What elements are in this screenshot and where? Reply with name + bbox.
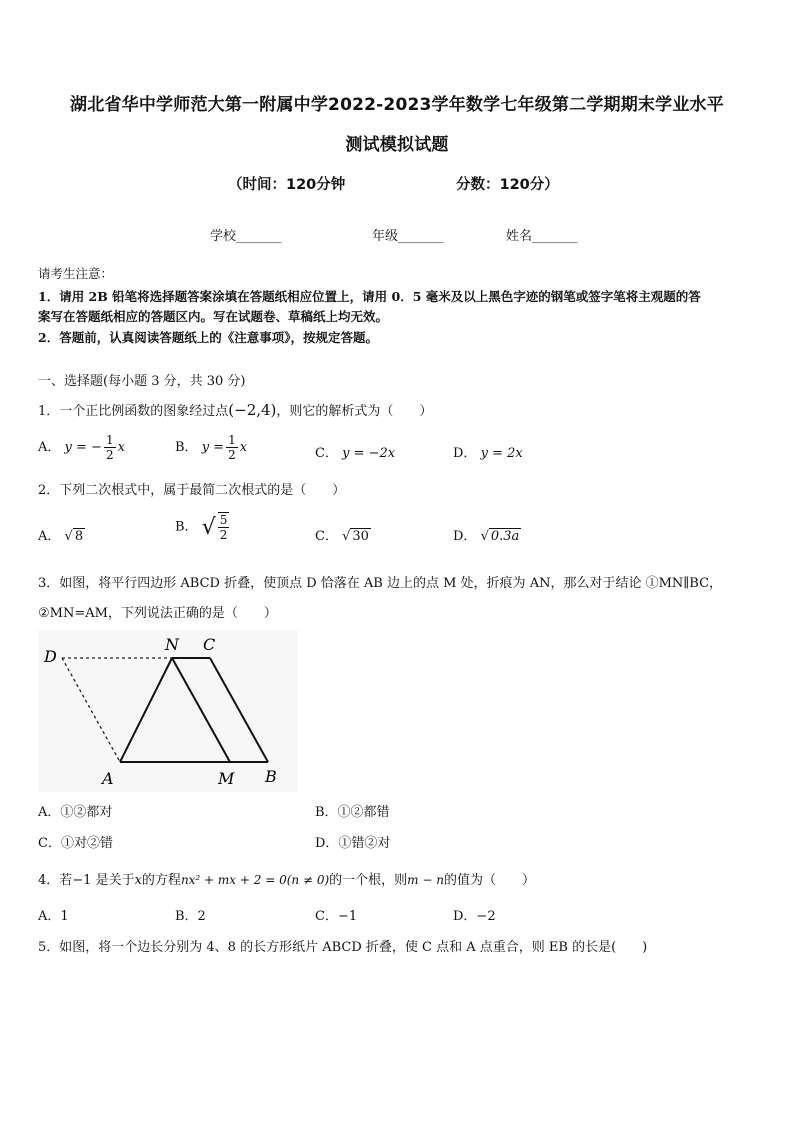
q1-option-a-pre: y = −	[64, 440, 102, 455]
q4-option-c: C．−1	[315, 909, 358, 924]
q1-option-a-label: A．	[38, 440, 61, 455]
q1-stem-a: 1．一个正比例函数的图象经过点	[38, 404, 229, 419]
q3-stem-line1: 3．如图，将平行四边形 ABCD 折叠，使顶点 D 恰落在 AB 边上的点 M 处，折痕为 AN，那么对于结论 ①MN∥BC，	[38, 576, 723, 591]
q3-label-b: B	[265, 767, 277, 786]
q1-option-a-post: x	[117, 440, 125, 455]
q4-stem-d: 的值为（ ）	[443, 873, 535, 888]
q1-option-d-expr: y = 2x	[480, 446, 523, 461]
q1-option-a-den: 2	[105, 448, 114, 462]
q3-label-a: A	[102, 769, 114, 788]
q1-option-b-num: 1	[228, 433, 236, 447]
notice-heading: 请考生注意：	[38, 266, 114, 281]
q4-option-b: B．2	[175, 909, 206, 924]
q1-option-b-den: 2	[228, 448, 236, 462]
q2-option-a-radicand: 8	[74, 529, 84, 544]
q1-option-d-label: D．	[453, 446, 477, 461]
q4-stem-b: 的方程	[141, 873, 181, 888]
q2-option-a-sqrt: √ 8	[64, 529, 84, 544]
q2-option-c-sqrt: √ 30	[342, 529, 369, 544]
exam-title-line1: 湖北省华中学师范大第一附属中学2022-2023学年数学七年级第二学期期末学业水平	[70, 95, 724, 115]
q1-option-d	[453, 442, 523, 461]
q2-option-d-label: D．	[453, 529, 477, 544]
q2-option-d-sqrt: √ 0.3a	[480, 529, 520, 544]
q2-option-b-num: 5	[219, 513, 228, 527]
q2-stem: 2．下列二次根式中，属于最简二次根式的是（ ）	[38, 483, 346, 498]
q3-label-c: C	[203, 635, 216, 654]
q2-option-c-label: C．	[315, 529, 338, 544]
school-field: 学校_______	[210, 229, 282, 244]
notice-item1-line2: 案写在答题纸相应的答题区内。写在试题卷、草稿纸上均无效。	[38, 309, 389, 324]
q3-label-m: M	[218, 769, 235, 788]
q4-stem-a: 4．若−1 是关于	[38, 873, 135, 888]
q2-option-a-label: A．	[38, 529, 61, 544]
name-field: 姓名_______	[506, 229, 578, 244]
grade-field: 年级_______	[372, 229, 444, 244]
q2-option-a	[38, 525, 85, 544]
q3-option-d: D．①错②对	[315, 836, 391, 851]
q4-var-x: x	[134, 873, 142, 888]
section1-heading: 一、选择题(每小题 3 分，共 30 分)	[38, 374, 246, 389]
q2-option-b	[175, 512, 231, 542]
q2-option-d-radicand: 0.3a	[490, 529, 520, 544]
q1-option-c	[315, 442, 395, 461]
q2-option-c-radicand: 30	[352, 529, 369, 544]
q2-option-b-den: 2	[219, 528, 228, 542]
q4-stem	[38, 869, 535, 888]
q2-option-b-label: B．	[175, 519, 198, 535]
q1-option-b-fraction	[226, 433, 238, 462]
q1-option-c-expr: y = −2x	[342, 446, 396, 461]
q2-option-b-fraction	[218, 512, 230, 542]
q1-stem-b: ，则它的解析式为（ ）	[276, 404, 433, 419]
q5-stem: 5．如图，将一个边长分别为 4、8 的长方形纸片 ABCD 折叠，使 C 点和 A 点重合，则 EB 的长是( )	[38, 940, 648, 955]
q1-option-a	[38, 433, 125, 462]
q4-equation: nx² + mx + 2 = 0	[180, 873, 287, 887]
q2-option-d	[453, 525, 521, 544]
q3-figure-background	[38, 630, 298, 792]
q4-option-d: D．−2	[453, 909, 496, 924]
q1-option-b-pre: y =	[201, 440, 225, 455]
exam-time: （时间：120分钟	[228, 177, 346, 193]
q1-option-b-post: x	[239, 440, 248, 455]
q2-option-b-sqrt: √	[201, 514, 216, 540]
q1-point: (−2,4)	[228, 401, 277, 419]
exam-score: 分数：120分）	[456, 177, 559, 193]
q3-label-d: D	[44, 647, 57, 666]
q3-option-b: B．①②都错	[315, 805, 390, 820]
q1-option-b-label: B．	[175, 440, 198, 455]
q1-option-b	[175, 433, 247, 462]
q3-option-c: C．①对②错	[38, 836, 113, 851]
q1-option-a-fraction	[104, 433, 116, 462]
q4-option-a: A．1	[38, 909, 69, 924]
q4-condition: (n ≠ 0)	[286, 873, 330, 887]
q4-expr: m − n	[407, 873, 444, 887]
q1-stem	[38, 400, 432, 419]
q3-parallelogram-figure	[38, 630, 298, 792]
q4-stem-c: 的一个根，则	[329, 873, 408, 888]
q3-option-a: A．①②都对	[38, 805, 113, 820]
q2-option-c	[315, 525, 371, 544]
notice-item1-line1: 1．请用 2B 铅笔将选择题答案涂填在答题纸相应位置上，请用 0．5 毫米及以上黑色字迹的钢笔或签字笔将主观题的答	[38, 289, 701, 304]
q1-option-a-num: 1	[105, 433, 114, 447]
exam-title-line2: 测试模拟试题	[345, 135, 449, 155]
q1-option-c-label: C．	[315, 446, 338, 461]
notice-item2: 2．答题前，认真阅读答题纸上的《注意事项》，按规定答题。	[38, 330, 378, 345]
q3-stem-line2: ②MN=AM，下列说法正确的是（ ）	[38, 606, 277, 621]
q3-label-n: N	[165, 635, 179, 654]
